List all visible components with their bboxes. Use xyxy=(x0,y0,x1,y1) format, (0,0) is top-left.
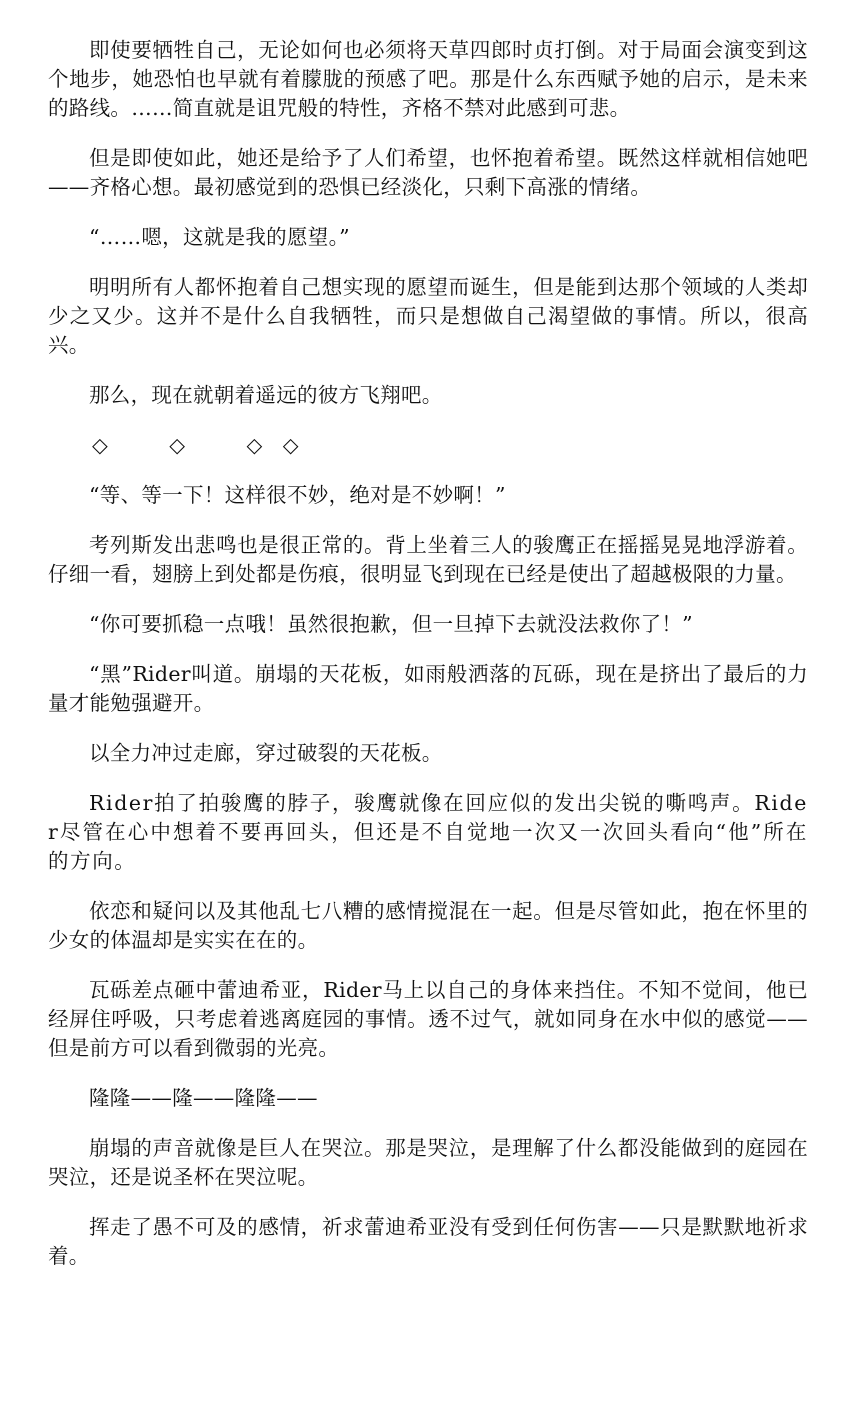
paragraph: 考列斯发出悲鸣也是很正常的。背上坐着三人的骏鹰正在摇摇晃晃地浮游着。仔细一看，翅膀上到处都是伤痕，很明显飞到现在已经是使出了超越极限的力量。 xyxy=(48,533,808,586)
paragraph: Rider拍了拍骏鹰的脖子，骏鹰就像在回应似的发出尖锐的嘶鸣声。Rider尽管在心中想着不要再回头，但还是不自觉地一次又一次回头看向“他”所在的方向。 xyxy=(48,791,808,873)
paragraph: 依恋和疑问以及其他乱七八糟的感情搅混在一起。但是尽管如此，抱在怀里的少女的体温却是实实在在的。 xyxy=(48,899,808,952)
paragraph: 明明所有人都怀抱着自己想实现的愿望而诞生，但是能到达那个领域的人类却少之又少。这并不是什么自我牺牲，而只是想做自己渴望做的事情。所以，很高兴。 xyxy=(48,275,808,357)
dialogue-paragraph: “等、等一下！这样很不妙，绝对是不妙啊！” xyxy=(89,483,506,507)
paragraph: 那么，现在就朝着遥远的彼方飞翔吧。 xyxy=(89,383,443,407)
paragraph: 即使要牺牲自己，无论如何也必须将天草四郎时贞打倒。对于局面会演变到这个地步，她恐怕也早就有着朦胧的预感了吧。那是什么东西赋予她的启示，是未来的路线。……简直就是诅咒般的特性，齐格不禁对此感到可悲。 xyxy=(48,38,808,120)
paragraph: 瓦砾差点砸中蕾迪希亚，Rider马上以自己的身体来挡住。不知不觉间，他已经屏住呼吸，只考虑着逃离庭园的事情。透不过气，就如同身在水中似的感觉——但是前方可以看到微弱的光亮。 xyxy=(48,978,808,1060)
paragraph: 以全力冲过走廊，穿过破裂的天花板。 xyxy=(89,741,443,765)
scene-break-divider: ◇ ◇ ◇ ◇ xyxy=(92,433,299,457)
paragraph: 崩塌的声音就像是巨人在哭泣。那是哭泣，是理解了什么都没能做到的庭园在哭泣，还是说圣杯在哭泣呢。 xyxy=(48,1136,808,1189)
dialogue-paragraph: “……嗯，这就是我的愿望。” xyxy=(89,225,350,249)
paragraph: “黑”Rider叫道。崩塌的天花板，如雨般洒落的瓦砾，现在是挤出了最后的力量才能勉强避开。 xyxy=(48,662,808,715)
paragraph: 但是即使如此，她还是给予了人们希望，也怀抱着希望。既然这样就相信她吧——齐格心想。最初感觉到的恐惧已经淡化，只剩下高涨的情绪。 xyxy=(48,146,808,199)
sound-effect-line: 隆隆——隆——隆隆—— xyxy=(89,1086,318,1110)
paragraph: 挥走了愚不可及的感情，祈求蕾迪希亚没有受到任何伤害——只是默默地祈求着。 xyxy=(48,1215,808,1268)
dialogue-paragraph: “你可要抓稳一点哦！虽然很抱歉，但一旦掉下去就没法救你了！” xyxy=(89,612,693,636)
document-page xyxy=(48,36,808,1292)
